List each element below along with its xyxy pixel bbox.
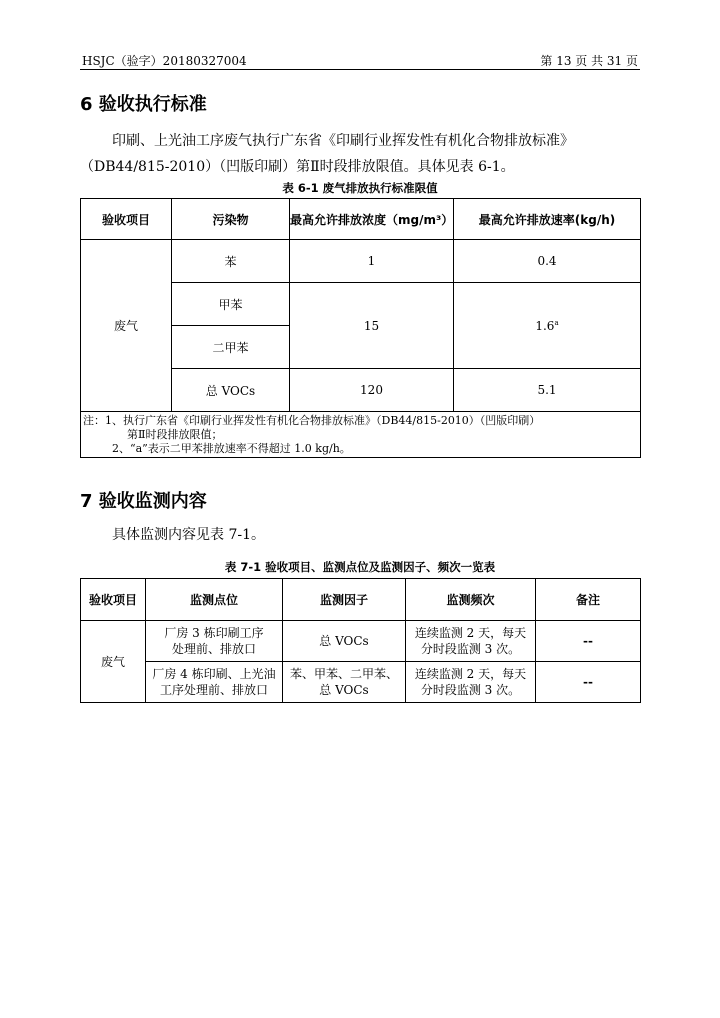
conc-cell: 120 <box>290 369 454 412</box>
table6-1-caption: 表 6-1 废气排放执行标准限值 <box>282 181 438 195</box>
factor-line: 总 VOCs <box>319 634 369 648</box>
factor-cell <box>283 662 406 703</box>
rate-footnote-marker: a <box>554 318 559 327</box>
section6-para-line1: 印刷、上光油工序废气执行广东省《印刷行业挥发性有机化合物排放标准》 <box>112 133 574 149</box>
table-notes <box>81 412 641 458</box>
remark-cell: -- <box>536 621 641 662</box>
frequency-line: 分时段监测 3 次。 <box>420 642 521 656</box>
pollutant-cell: 甲苯 <box>172 283 290 326</box>
table-7-1 <box>80 578 641 703</box>
table-row <box>81 662 641 703</box>
frequency-line: 连续监测 2 天，每天 <box>414 667 527 681</box>
section6-title: 6 验收执行标准 <box>80 94 207 115</box>
table-row <box>81 240 641 283</box>
table7-1-caption: 表 7-1 验收项目、监测点位及监测因子、频次一览表 <box>224 560 496 574</box>
rate-value: 1.6 <box>535 318 555 333</box>
pollutant-cell: 苯 <box>172 240 290 283</box>
report-number: HSJC（验字）20180327004 <box>82 54 247 68</box>
point-line: 厂房 4 栋印刷、上光油 <box>152 667 276 681</box>
project-cell: 废气 <box>81 240 172 412</box>
rate-cell: 0.4 <box>454 240 641 283</box>
page-header <box>80 49 640 70</box>
rate-cell <box>454 283 641 369</box>
header-cell: 污染物 <box>172 199 290 240</box>
conc-cell: 15 <box>290 283 454 369</box>
header-cell: 监测点位 <box>146 579 283 621</box>
page-number: 第 13 页 共 31 页 <box>540 54 638 68</box>
frequency-line: 连续监测 2 天，每天 <box>414 626 527 640</box>
point-line: 厂房 3 栋印刷工序 <box>164 626 264 640</box>
section7-title: 7 验收监测内容 <box>80 491 207 512</box>
point-line: 处理前、排放口 <box>171 642 256 656</box>
remark-cell: -- <box>536 662 641 703</box>
conc-cell: 1 <box>290 240 454 283</box>
point-line: 工序处理前、排放口 <box>159 683 268 697</box>
header-cell: 验收项目 <box>81 579 146 621</box>
frequency-cell <box>406 621 536 662</box>
table-notes-row <box>81 412 641 458</box>
point-cell <box>146 662 283 703</box>
header-cell: 监测频次 <box>406 579 536 621</box>
header-cell: 验收项目 <box>81 199 172 240</box>
pollutant-cell: 二甲苯 <box>172 326 290 369</box>
table-6-1 <box>80 198 641 458</box>
section6-para-line2: （DB44/815-2010）（凹版印刷）第Ⅱ时段排放限值。具体见表 6-1。 <box>80 159 515 175</box>
table-header-row <box>81 199 641 240</box>
header-cell: 监测因子 <box>283 579 406 621</box>
project-cell: 废气 <box>81 621 146 703</box>
factor-cell <box>283 621 406 662</box>
note-line: 第Ⅱ时段排放限值； <box>127 428 223 441</box>
section7-para: 具体监测内容见表 7-1。 <box>112 527 265 543</box>
point-cell <box>146 621 283 662</box>
table-row <box>81 621 641 662</box>
frequency-cell <box>406 662 536 703</box>
factor-line: 总 VOCs <box>319 683 369 697</box>
rate-cell: 5.1 <box>454 369 641 412</box>
note-line: 2、“a”表示二甲苯排放速率不得超过 1.0 kg/h。 <box>112 442 351 455</box>
frequency-line: 分时段监测 3 次。 <box>420 683 521 697</box>
table-header-row <box>81 579 641 621</box>
factor-line: 苯、甲苯、二甲苯、 <box>289 667 398 681</box>
pollutant-cell: 总 VOCs <box>172 369 290 412</box>
header-cell: 最高允许排放速率(kg/h) <box>454 199 641 240</box>
header-cell: 备注 <box>536 579 641 621</box>
note-line: 注：1、执行广东省《印刷行业挥发性有机化合物排放标准》（DB44/815-2010）（凹版印刷） <box>83 414 541 427</box>
header-cell: 最高允许排放浓度（mg/m³） <box>290 199 454 240</box>
